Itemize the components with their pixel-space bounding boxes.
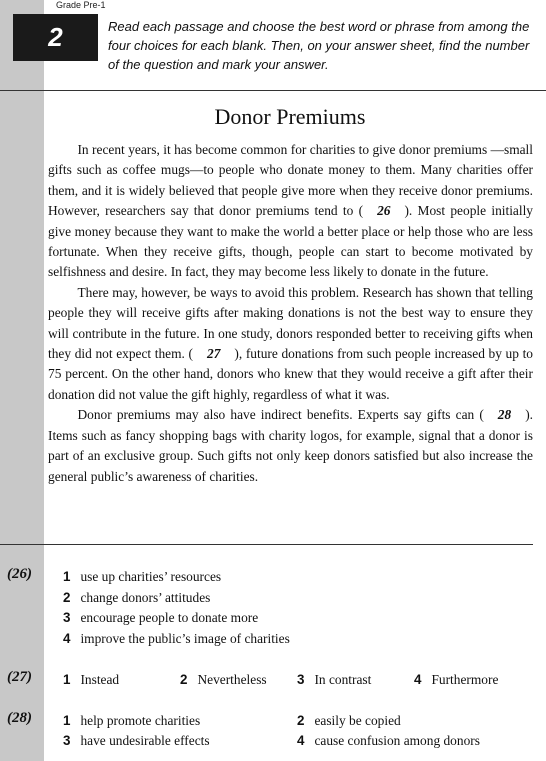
section-number-box: 2 — [13, 14, 98, 61]
q27-option-1[interactable]: 1 Instead — [63, 672, 120, 687]
header-divider — [0, 90, 546, 91]
paragraph-1: In recent years, it has become common for charities to give donor premiums —small gifts such as coffee mugs—to people who donate money to them. Many charities offer them, and it is widely believed that people give more when they receive donor premiums. However, researchers say that donor premiums tend to ( 26 ). Most people initially give money because they want to make the world a better place or help those who are less fortunate. When they receive gifts, though, people can start to become motivated by selfishness and desire. In fact, they may become less likely to donate in the future. — [48, 142, 534, 280]
q28-option-3[interactable]: 3 have undesirable effects — [63, 733, 210, 748]
q28-option-1[interactable]: 1 help promote charities — [63, 713, 201, 728]
question-number-28: (28) — [7, 710, 32, 726]
blank-27: 27 — [207, 346, 221, 362]
q26-option-3[interactable]: 3 encourage people to donate more — [63, 610, 259, 625]
grade-label: Grade Pre-1 — [56, 0, 106, 10]
q27-option-3[interactable]: 3 In contrast — [297, 672, 372, 687]
blank-28: 28 — [497, 407, 512, 423]
question-number-27: (27) — [7, 669, 32, 685]
paragraph-3: Donor premiums may also have indirect benefits. Experts say gifts can ( 28 ). Items such as fancy shopping bags with charity logos, for example, signal that a donor is part of an exclusive group. Such gifts not only keep donors satisfied but also increase the general public’s awareness of charities. — [48, 407, 533, 484]
blank-26: 26 — [377, 203, 391, 219]
q28-option-4[interactable]: 4 cause confusion among donors — [297, 733, 480, 748]
question-number-26: (26) — [7, 566, 32, 582]
paragraph-2: There may, however, be ways to avoid this problem. Research has shown that telling people they will receive gifts after making donations is not the best way to ensure they will contribute in the future. In one study, donors responded better to receiving gifts when they did not expect them. ( 27 ), future donations from such people increased by up to 75 percent. On the other hand, donors who knew that they would receive a gift after their donation did not value the gift highly, regardless of what it was. — [48, 284, 534, 402]
left-margin-bar — [0, 0, 44, 761]
q26-option-2[interactable]: 2 change donors’ attitudes — [63, 590, 211, 605]
passage-title: Donor Premiums — [214, 104, 366, 129]
q26-option-4[interactable]: 4 improve the public’s image of charities — [63, 631, 290, 646]
passage-body — [48, 140, 533, 487]
q27-option-2[interactable]: 2 Nevertheless — [180, 672, 267, 687]
q26-option-1[interactable]: 1 use up charities’ resources — [63, 569, 222, 584]
passage-divider — [0, 544, 533, 545]
q28-option-2[interactable]: 2 easily be copied — [297, 713, 401, 728]
instructions: Read each passage and choose the best word or phrase from among the four choices for each blank. Then, on your answer sheet, find the number of the question and mark your answer. — [108, 19, 530, 72]
q27-option-4[interactable]: 4 Furthermore — [414, 672, 499, 687]
